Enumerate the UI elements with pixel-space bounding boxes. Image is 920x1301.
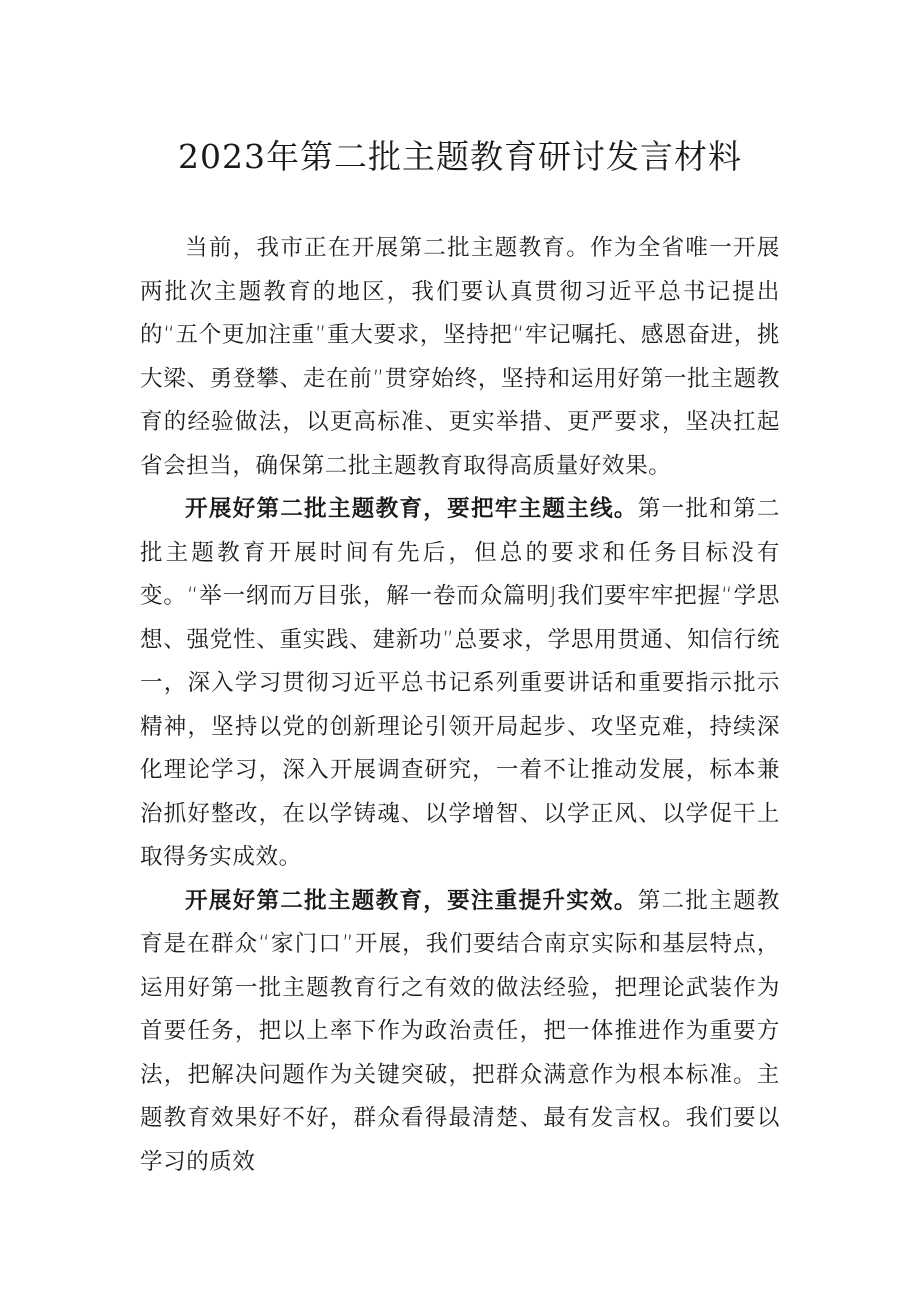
paragraph-main-theme <box>140 488 780 880</box>
paragraph-lead: 开展好第二批主题教育，要注重提升实效。 <box>185 887 638 914</box>
paragraph-intro <box>140 227 780 488</box>
paragraph-effectiveness <box>140 880 780 1185</box>
paragraph-text: 第一批和第二批主题教育开展时间有先后，但总的要求和任务目标没有变。“举一纲而万目张，解一卷而众篇明J我们要牢牢把握“学思想、强党性、重实践、建新功”总要求，学思用贯通、知信行统一，深入学习贯彻习近平总书记系列重要讲话和重要指示批示精神，坚持以党的创新理论引领开局起步、攻坚克难，持续深化理论学习，深入开展调查研究，一着不让推动发展，标本兼治抓好整改，在以学铸魂、以学增智、以学正风、以学促干上取得务实成效。 <box>140 496 780 870</box>
document-body <box>140 227 780 1184</box>
paragraph-lead: 开展好第二批主题教育，要把牢主题主线。 <box>185 496 638 522</box>
paragraph-text: 当前，我市正在开展第二批主题教育。作为全省唯一开展两批次主题教育的地区，我们要认真贯彻习近平总书记提出的“五个更加注重”重大要求，坚持把“牢记嘱托、感恩奋进，挑大梁、勇登攀、走在前”贯穿始终，坚持和运用好第一批主题教育的经验做法，以更高标准、更实举措、更严要求，坚决扛起省会担当，确保第二批主题教育取得高质量好效果。 <box>140 235 780 479</box>
document-title: 2023年第二批主题教育研讨发言材料 <box>178 137 742 176</box>
paragraph-text: 第二批主题教育是在群众“家门口”开展，我们要结合南京实际和基层特点，运用好第一批主题教育行之有效的做法经验，把理论武装作为首要任务，把以上率下作为政治责任，把一体推进作为重要方法，把解决问题作为关键突破，把群众满意作为根本标准。主题教育效果好不好，群众看得最清楚、最有发言权。我们要以学习的质效 <box>140 887 780 1175</box>
